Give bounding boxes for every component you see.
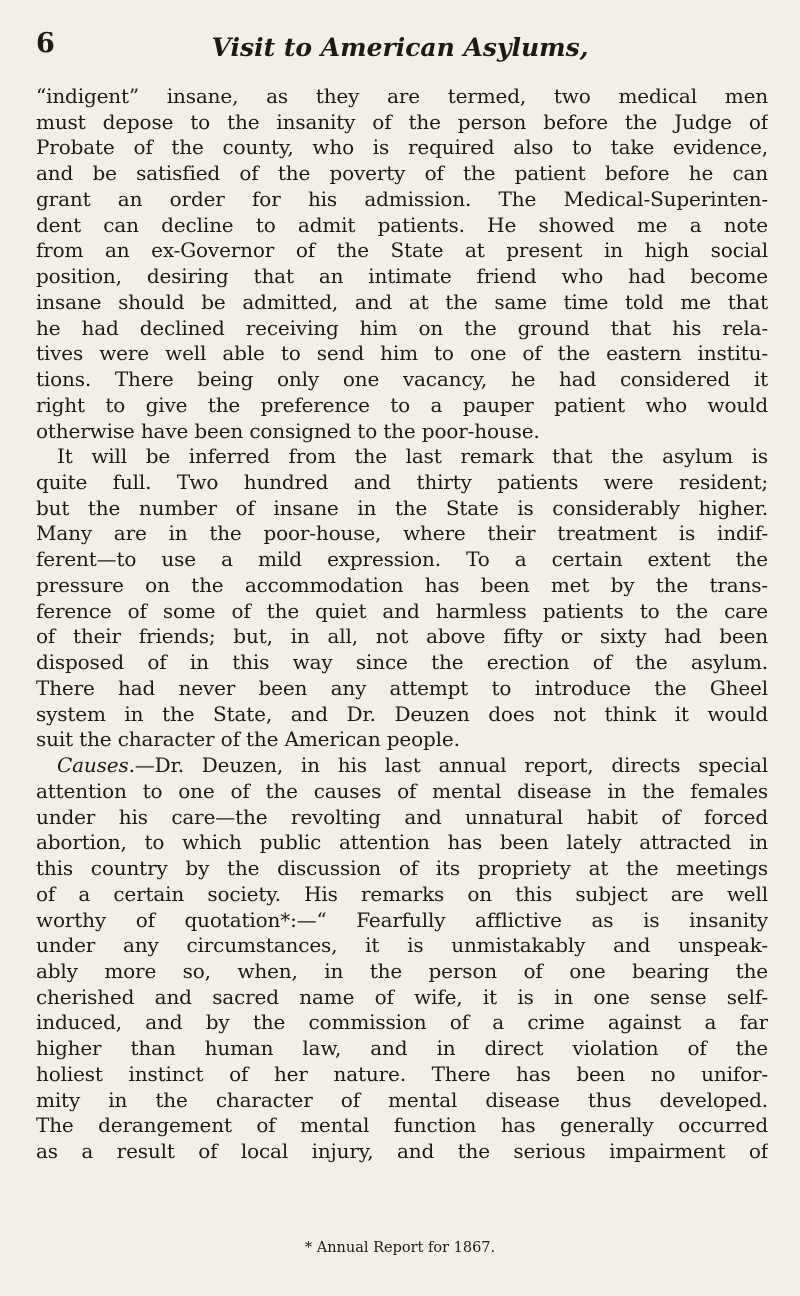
section-lead: Causes. bbox=[57, 753, 135, 778]
text-line: under his care—the revolting and unnatural habit of forced bbox=[36, 804, 768, 829]
text-line: otherwise have been consigned to the poor-house. bbox=[36, 418, 540, 443]
body-text bbox=[36, 84, 768, 1165]
text-line: insane should be admitted, and at the same time told me that bbox=[36, 289, 768, 314]
text-line: higher than human law, and in direct violation of the bbox=[36, 1036, 768, 1061]
text-line: “indigent” insane, as they are termed, two medical men bbox=[36, 84, 768, 108]
text-line: must depose to the insanity of the person before the Judge of bbox=[36, 109, 768, 134]
text-line: induced, and by the commission of a crime against a far bbox=[36, 1010, 768, 1035]
text-line: this country by the discussion of its propriety at the meetings bbox=[36, 856, 768, 881]
text-line: cherished and sacred name of wife, it is in one sense self- bbox=[36, 984, 768, 1009]
text-line: The derangement of mental function has generally occurred bbox=[36, 1113, 768, 1138]
page-header bbox=[36, 20, 764, 72]
text-line: abortion, to which public attention has been lately attracted in bbox=[36, 830, 768, 855]
text-line: mity in the character of mental disease thus developed. bbox=[36, 1087, 768, 1112]
text-line: ference of some of the quiet and harmless patients to the care bbox=[36, 598, 768, 623]
text-line: from an ex-Governor of the State at present in high social bbox=[36, 238, 768, 263]
footnote: * Annual Report for 1867. bbox=[304, 1240, 496, 1256]
text-line bbox=[36, 753, 768, 779]
text-line: suit the character of the American people. bbox=[36, 727, 460, 752]
text-line: quite full. Two hundred and thirty patients were resident; bbox=[36, 470, 768, 495]
text-line: under any circumstances, it is unmistakably and unspeak- bbox=[36, 933, 768, 958]
text-line: of a certain society. His remarks on this subject are well bbox=[36, 881, 768, 906]
text-line: position, desiring that an intimate friend who had become bbox=[36, 264, 768, 289]
text-line: and be satisfied of the poverty of the patient before he can bbox=[36, 161, 768, 186]
text-line: grant an order for his admission. The Medical-Superinten- bbox=[36, 186, 768, 211]
text-line: Probate of the county, who is required also to take evidence, bbox=[36, 135, 768, 160]
text-line: dent can decline to admit patients. He showed me a note bbox=[36, 212, 768, 237]
text-line: ably more so, when, in the person of one bearing the bbox=[36, 958, 768, 983]
text-line: attention to one of the causes of mental disease in the females bbox=[36, 778, 768, 803]
text-line: It will be inferred from the last remark that the asylum is bbox=[57, 444, 768, 469]
text-line: of their friends; but, in all, not above fifty or sixty had been bbox=[36, 624, 768, 649]
text-line: disposed of in this way since the erection of the asylum. bbox=[36, 650, 768, 675]
text-line: pressure on the accommodation has been met by the trans- bbox=[36, 572, 768, 597]
text-line: Many are in the poor-house, where their treatment is indif- bbox=[36, 521, 768, 546]
text-line: but the number of insane in the State is considerably higher. bbox=[36, 495, 768, 520]
text-line-rest: —Dr. Deuzen, in his last annual report, directs special bbox=[134, 753, 768, 778]
text-line: holiest instinct of her nature. There has been no unifor- bbox=[36, 1061, 768, 1086]
running-head: Visit to American Asylums, bbox=[211, 33, 589, 62]
text-line: system in the State, and Dr. Deuzen does not think it would bbox=[36, 701, 768, 726]
text-line: as a result of local injury, and the serious impairment of bbox=[36, 1139, 768, 1164]
text-line: ferent—to use a mild expression. To a certain extent the bbox=[36, 547, 768, 572]
page-number: 6 bbox=[36, 28, 55, 59]
text-line: worthy of quotation*:—“ Fearfully afflictive as is insanity bbox=[36, 907, 768, 932]
text-line: tions. There being only one vacancy, he had considered it bbox=[36, 367, 768, 392]
text-line: right to give the preference to a pauper patient who would bbox=[36, 392, 768, 417]
text-line: tives were well able to send him to one of the eastern institu- bbox=[36, 341, 768, 366]
text-line: he had declined receiving him on the ground that his rela- bbox=[36, 315, 768, 340]
text-line: There had never been any attempt to introduce the Gheel bbox=[36, 675, 768, 700]
